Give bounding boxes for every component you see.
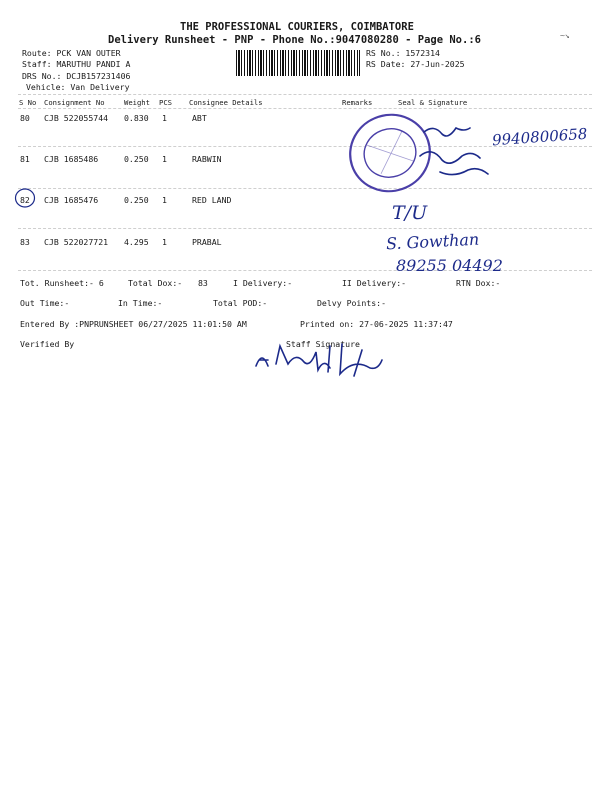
handwritten-phone-2: 89255 04492 xyxy=(396,256,503,275)
row-sno: 80 xyxy=(20,113,30,123)
ii-delivery: II Delivery:- xyxy=(342,278,407,288)
row-pcs: 1 xyxy=(162,113,167,123)
staff-signature-label: Staff Signature xyxy=(286,339,360,349)
staff-label: Staff: MARUTHU PANDI A xyxy=(22,59,131,69)
drs-label: DRS No.: DCJB157231406 xyxy=(22,71,131,81)
barcode-icon xyxy=(236,50,360,76)
col-seal-signature: Seal & Signature xyxy=(398,98,468,107)
row-consignee: RED LAND xyxy=(192,195,232,205)
vehicle-label: Vehicle: Van Delivery xyxy=(26,82,130,92)
total-dox-label: Total Dox:- xyxy=(128,278,183,288)
row-sno: 83 xyxy=(20,237,30,247)
col-consignment: Consignment No xyxy=(44,98,105,107)
staff-signature-icon xyxy=(250,338,400,382)
entered-by: Entered By :PNPRUNSHEET 06/27/2025 11:01:50 AM xyxy=(20,319,247,329)
rs-number: RS No.: 1572314 xyxy=(366,48,440,58)
circle-mark-icon xyxy=(14,187,38,209)
row-consignment: CJB 1685486 xyxy=(44,154,99,164)
row-weight: 4.295 xyxy=(124,237,149,247)
in-time: In Time:- xyxy=(118,298,163,308)
out-time: Out Time:- xyxy=(20,298,70,308)
row-pcs: 1 xyxy=(162,154,167,164)
row-consignee: RABWIN xyxy=(192,154,222,164)
printed-on: Printed on: 27-06-2025 11:37:47 xyxy=(300,319,453,329)
col-remarks: Remarks xyxy=(342,98,373,107)
col-pcs: PCS xyxy=(159,98,172,107)
col-weight: Weight xyxy=(124,98,150,107)
row-consignee: PRABAL xyxy=(192,237,222,247)
corner-mark-icon: ~↘ xyxy=(560,30,570,40)
row-weight: 0.830 xyxy=(124,113,149,123)
delvy-points: Delvy Points:- xyxy=(317,298,387,308)
total-dox-value: 83 xyxy=(198,278,208,288)
handwritten-name: S. Gowthan xyxy=(385,229,480,254)
handwritten-signature-icon xyxy=(410,120,500,190)
row-pcs: 1 xyxy=(162,237,167,247)
rs-date: RS Date: 27-Jun-2025 xyxy=(366,59,465,69)
handwritten-phone-1: 9940800658 xyxy=(491,124,588,150)
route-label: Route: PCK VAN OUTER xyxy=(22,48,121,58)
verified-by: Verified By xyxy=(20,339,75,349)
rtn-dox: RTN Dox:- xyxy=(456,278,501,288)
row-weight: 0.250 xyxy=(124,154,149,164)
company-title: THE PROFESSIONAL COURIERS, COIMBATORE xyxy=(180,21,414,33)
row-consignment: CJB 522027721 xyxy=(44,237,109,247)
col-sno: S No xyxy=(19,98,37,107)
row-sno: 82 xyxy=(20,195,30,205)
row-consignment: CJB 1685476 xyxy=(44,195,99,205)
row-pcs: 1 xyxy=(162,195,167,205)
total-runsheet: Tot. Runsheet:- 6 xyxy=(20,278,104,288)
col-consignee: Consignee Details xyxy=(189,98,263,107)
row-sno: 81 xyxy=(20,154,30,164)
row-consignee: ABT xyxy=(192,113,207,123)
row-consignment: CJB 522055744 xyxy=(44,113,109,123)
total-pod: Total POD:- xyxy=(213,298,268,308)
i-delivery: I Delivery:- xyxy=(233,278,293,288)
row-weight: 0.250 xyxy=(124,195,149,205)
runsheet-subtitle: Delivery Runsheet - PNP - Phone No.:9047080280 - Page No.:6 xyxy=(108,34,481,46)
handwritten-tu: T/U xyxy=(392,202,428,224)
